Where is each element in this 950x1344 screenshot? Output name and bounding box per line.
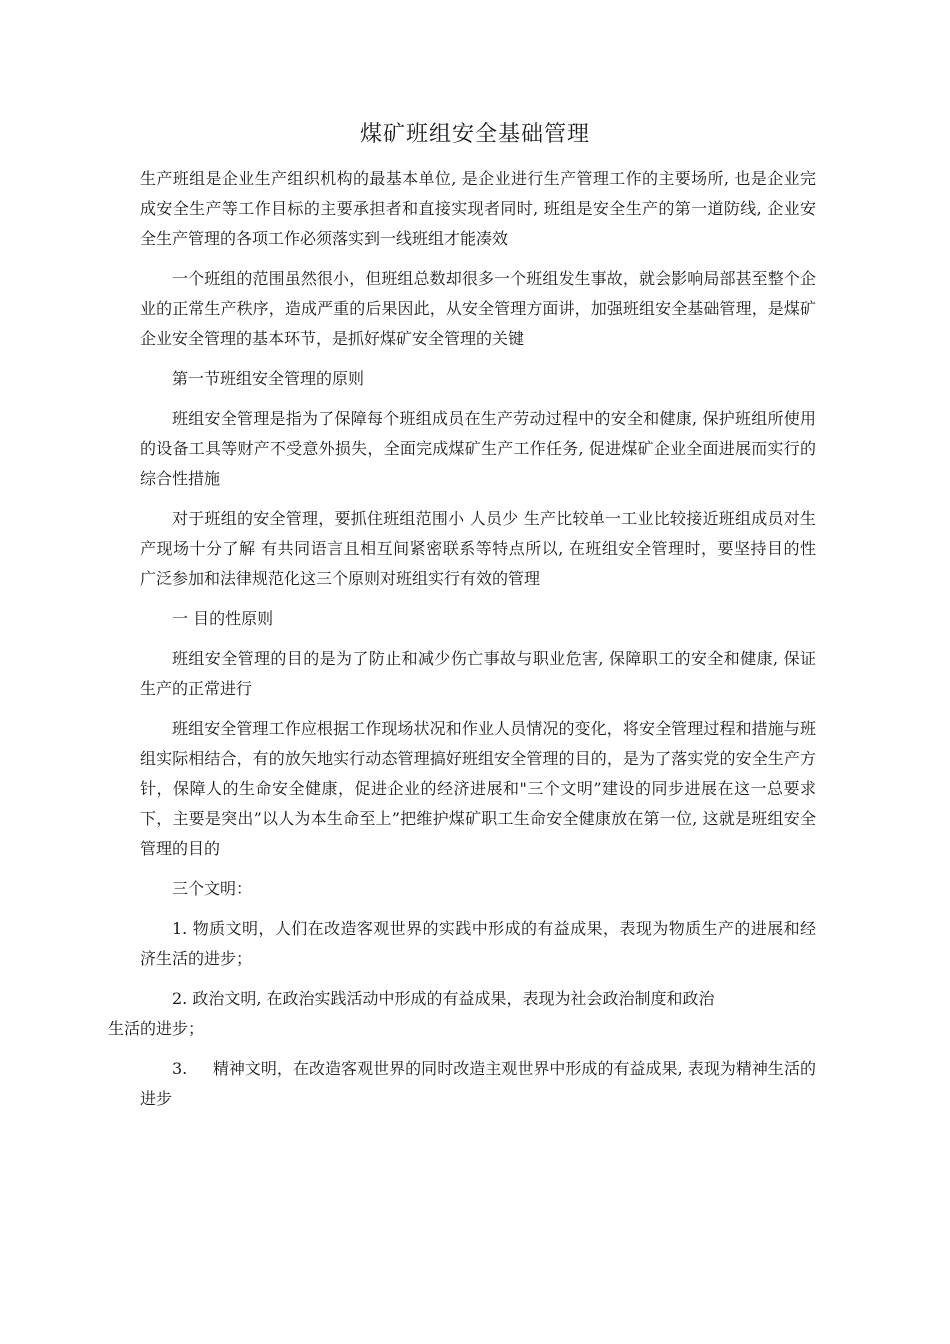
list-item-number: 2.	[172, 989, 188, 1008]
section-heading-principles: 第一节班组安全管理的原则	[172, 369, 365, 388]
paragraph-intro: 生产班组是企业生产组织机构的最基本单位, 是企业进行生产管理工作的主要场所, 也是企业完成安全生产等工作目标的主要承担者和直接实现者同时, 班组是安全生产的第一道防线, 企业安全生产管理的各项工作必须落实到一线班组才能凑效	[140, 169, 816, 248]
list-item-text: 物质文明，人们在改造客观世界的实践中形成的有益成果，表现为物质生产的进展和经济生活的进步；	[140, 919, 816, 968]
paragraph-dynamic-management: 班组安全管理工作应根据工作现场状况和作业人员情况的变化，将安全管理过程和措施与班组实际相结合，有的放矢地实行动态管理搞好班组安全管理的目的，是为了落实党的安全生产方针，保障人的生命安全健康，促进企业的经济进展和"三个文明”建设的同步进展在这一总要求下，主要是突出”以人为本生命至上”把维护煤矿职工生命安全健康放在第一位, 这就是班组安全管理的目的	[140, 719, 816, 858]
list-item	[140, 914, 816, 974]
document-body	[108, 164, 816, 1124]
list-item-number: 3.	[172, 1059, 188, 1078]
paragraph-scope: 一个班组的范围虽然很小，但班组总数却很多一个班组发生事故，就会影响局部甚至整个企业的正常生产秩序，造成严重的后果因此，从安全管理方面讲，加强班组安全基础管理，是煤矿企业安全管理的基本环节，是抓好煤矿安全管理的关键	[140, 269, 816, 348]
list-item	[140, 1054, 816, 1114]
list-item-number: 1.	[172, 919, 188, 938]
paragraph-three-civilizations-heading: 三个文明：	[172, 879, 253, 898]
list-item-text: 精神文明，在改造客观世界的同时改造主观世界中形成的有益成果, 表现为精神生活的进步	[140, 1059, 816, 1108]
document-title: 煤矿班组安全基础管理	[359, 122, 590, 147]
list-item-text-continuation: 生活的进步；	[108, 1019, 205, 1038]
paragraph-definition: 班组安全管理是指为了保障每个班组成员在生产劳动过程中的安全和健康, 保护班组所使用的设备工具等财产不受意外损失，全面完成煤矿生产工作任务, 促进煤矿企业全面进展而实行的综合性措施	[140, 409, 816, 488]
paragraph-three-principles: 对于班组的安全管理，要抓住班组范围小 人员少 生产比较单一工业比较接近班组成员对生产现场十分了解 有共同语言且相互间紧密联系等特点所以, 在班组安全管理时，要坚持目的性 广泛参加和法律规范化这三个原则对班组实行有效的管理	[140, 509, 816, 588]
list-item-text: 政治文明, 在政治实践活动中形成的有益成果，表现为社会政治制度和政治	[192, 989, 715, 1008]
paragraph-purpose: 班组安全管理的目的是为了防止和减少伤亡事故与职业危害, 保障职工的安全和健康, 保证生产的正常进行	[140, 649, 816, 698]
subheading-purpose-principle: 一 目的性原则	[172, 609, 274, 628]
list-item	[108, 984, 816, 1044]
